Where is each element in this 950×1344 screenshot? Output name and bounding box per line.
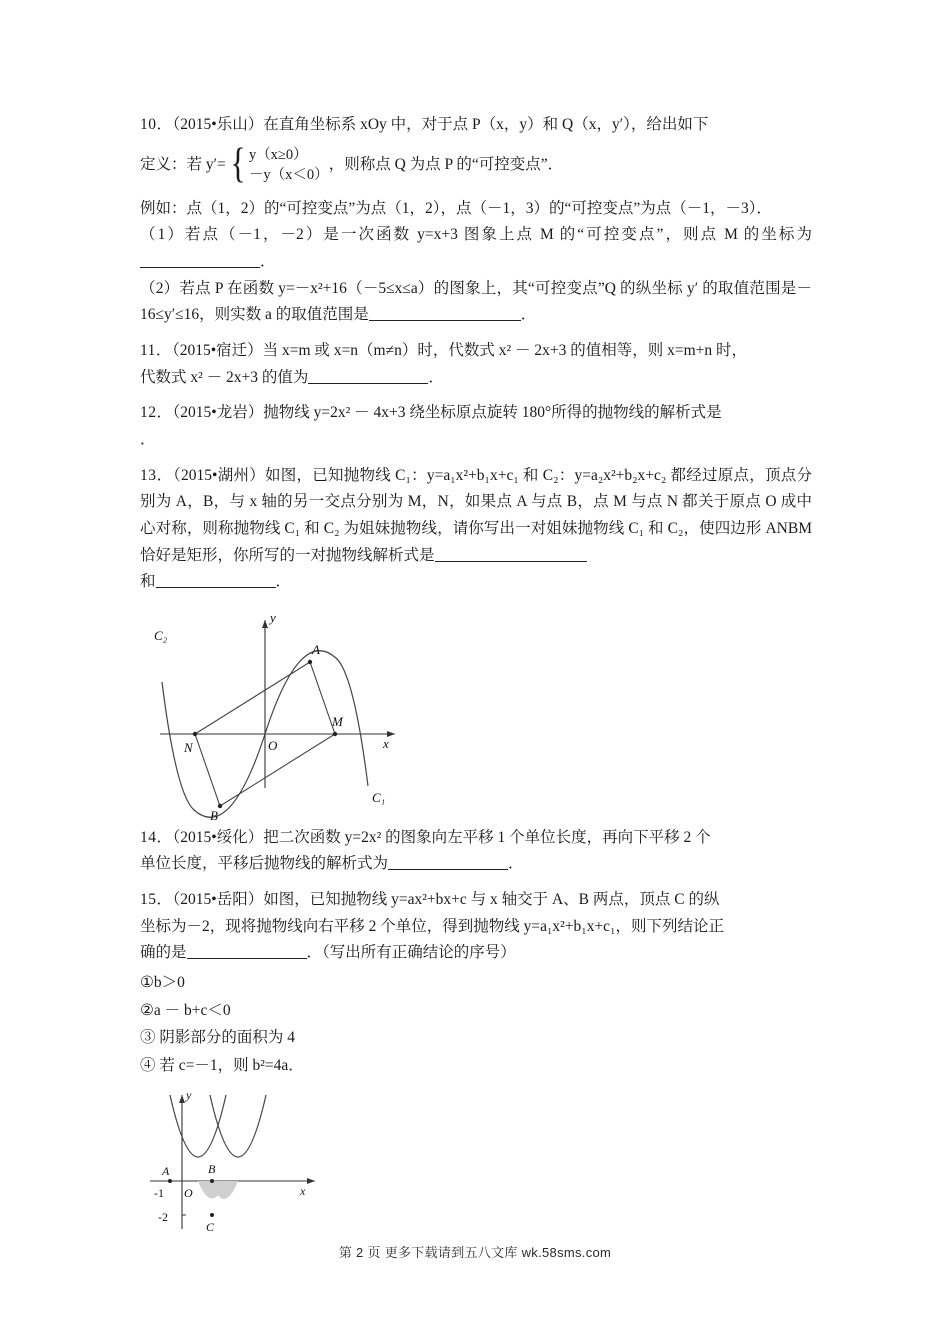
piecewise-cases [249, 145, 329, 186]
label-n: N [184, 740, 193, 755]
question-14-line1 [140, 825, 812, 852]
question-10-sub1-text: （1）若点（－1，－2）是一次函数 y=x+3 图象上点 M 的“可控变点”，则点 M 的坐标为 [140, 226, 812, 244]
page-footer: 第 2 页 更多下载请到五八文库 wk.58sms.com [338, 1245, 612, 1260]
answer-blank-14[interactable] [388, 854, 508, 871]
question-15-text1: 如图，已知抛物线 y=ax²+bx+c 与 x 轴交于 A、B 两点，顶点 C 的纵 [263, 890, 720, 908]
label-m: M [332, 714, 343, 729]
question-15-line3 [140, 940, 812, 967]
point-m [333, 732, 337, 736]
label-o: O [268, 738, 278, 753]
label-minus1: -1 [154, 1186, 164, 1201]
label-x-15: x [300, 1184, 306, 1199]
answer-blank-10-1[interactable] [140, 252, 260, 269]
question-10-text1: 在直角坐标系 xOy 中，对于点 P（x，y）和 Q（x，y′），给出如下 [263, 116, 709, 133]
question-11-text1: 当 x=m 或 x=n（m≠n）时，代数式 x² － 2x+3 的值相等，则 x=m+n 时， [262, 342, 748, 360]
figure-15-svg [140, 1089, 400, 1239]
question-10-number: 10． [140, 116, 173, 133]
question-14-tail: ． [508, 855, 524, 873]
document-content [140, 112, 812, 1258]
label-a: A [312, 642, 320, 657]
label-y-15: y [186, 1088, 192, 1103]
question-10-sub1-tail: ． [260, 253, 276, 271]
question-13-tail: ． [275, 573, 292, 591]
x-axis-arrow-15 [307, 1178, 315, 1184]
question-12-line1 [140, 400, 812, 427]
answer-blank-10-2[interactable] [369, 305, 521, 322]
question-11 [140, 338, 812, 391]
question-13 [140, 463, 812, 823]
question-12-tail: ． [140, 431, 156, 449]
answer-blank-15[interactable] [187, 943, 307, 960]
left-brace-icon: { [230, 141, 246, 188]
label-b-15: B [208, 1162, 216, 1177]
option-2: ②a － b+c＜0 [140, 1001, 231, 1019]
question-13-tail-label: 和 [140, 573, 156, 591]
figure-question-15 [140, 1089, 812, 1249]
option-4: ④ 若 c=－1，则 b²=4a． [140, 1056, 304, 1074]
question-11-line2 [140, 365, 812, 392]
question-15-text3: 确的是 [140, 944, 187, 962]
question-14-source: （2015•绥化） [172, 828, 264, 846]
question-11-line1 [140, 338, 812, 365]
question-14 [140, 825, 812, 878]
label-a-15: A [162, 1164, 170, 1179]
piecewise-case-1: y（x≥0） [248, 146, 308, 163]
point-b [218, 804, 222, 808]
point-a [308, 660, 312, 664]
question-10 [140, 112, 812, 329]
question-10-def-prefix: 定义：若 y′= [140, 155, 226, 173]
answer-blank-13-1[interactable] [435, 545, 587, 562]
question-15-line2: 坐标为－2，现将抛物线向右平移 2 个单位，得到抛物线 y=a₁x²+b₁x+c₁，则下列结论正 [140, 917, 724, 935]
question-14-line2 [140, 851, 812, 878]
figure-13-svg [140, 606, 530, 823]
parabola-c2 [162, 682, 265, 817]
parabola-c1 [265, 651, 368, 786]
option-3: ③ 阴影部分的面积为 4 [140, 1029, 296, 1047]
parabola-shifted [210, 1095, 266, 1157]
point-n [193, 732, 197, 736]
y-axis-arrow [262, 620, 268, 628]
question-15-source: （2015•岳阳） [172, 890, 264, 908]
question-10-def-suffix: ，则称点 Q 为点 P 的“可控变点”． [328, 155, 564, 173]
question-13-tail-line [140, 569, 812, 596]
point-c-15 [210, 1213, 214, 1217]
point-a-15 [168, 1179, 172, 1183]
question-15 [140, 887, 812, 1249]
question-11-text2: 代数式 x² － 2x+3 的值为 [140, 368, 309, 386]
question-10-source: （2015•乐山） [172, 116, 264, 133]
question-14-text1: 把二次函数 y=2x² 的图象向左平移 1 个单位长度，再向下平移 2 个 [263, 828, 711, 846]
question-14-number: 14． [140, 828, 173, 846]
question-15-options [140, 969, 812, 1079]
question-12-text1: 抛物线 y=2x² － 4x+3 绕坐标原点旋转 180°所得的抛物线的解析式是 [263, 404, 722, 422]
piecewise-case-2: －y（x＜0） [248, 167, 329, 184]
question-14-text2: 单位长度，平移后抛物线的解析式为 [140, 855, 389, 873]
question-12-source: （2015•龙岩） [172, 404, 264, 422]
question-10-sub2 [140, 276, 812, 329]
question-13-source: （2015•湖州） [173, 466, 265, 484]
answer-blank-11[interactable] [308, 367, 428, 384]
question-11-source: （2015•宿迁） [171, 342, 263, 360]
piecewise-brace-group [226, 141, 329, 188]
label-b: B [210, 808, 218, 823]
question-12-line2 [140, 427, 812, 454]
question-15-line3-tail: ．（写出所有正确结论的序号） [306, 944, 516, 962]
question-15-number: 15． [140, 890, 173, 908]
question-11-number: 11． [140, 342, 172, 360]
question-13-number: 13． [140, 466, 174, 484]
question-13-text: 如图，已知抛物线 C₁：y=a₁x²+b₁x+c₁ 和 C₂：y=a₂x²+b₂x+c₂ 都经过原点，顶点分别为 A，B，与 x 轴的另一交点分别为 M，N，如果点 A 与点 B，点 M 与点 N 都关于原点 O 成中心对称，则称抛物线 C₁ 和 C₂ 为姐妹抛物线，请你写出一对姐妹抛物线 C₁ 和 C₂，使四边形 ANBM 恰好是矩形，你所写的一对抛物线解析式是 [140, 466, 812, 564]
point-b-15 [210, 1179, 214, 1183]
figure-question-13 [140, 606, 812, 823]
label-c2: C₂ [154, 628, 168, 643]
y-axis-arrow-15 [179, 1095, 185, 1103]
question-10-sub2-tail: ． [520, 306, 537, 324]
label-o-15: O [184, 1186, 193, 1201]
question-13-body [140, 463, 812, 570]
question-12-number: 12． [140, 404, 173, 422]
question-12 [140, 400, 812, 453]
answer-blank-13-2[interactable] [156, 572, 276, 589]
label-c-15: C [206, 1220, 215, 1235]
label-minus2: -2 [158, 1210, 168, 1225]
question-15-line1 [140, 887, 812, 914]
label-y: y [270, 610, 276, 625]
option-1: ①b＞0 [140, 973, 185, 991]
question-10-sub2-text: （2）若点 P 在函数 y=－x²+16（－5≤x≤a）的图象上，其“可控变点”Q 的纵坐标 y′ 的取值范围是－16≤y′≤16，则实数 a 的取值范围是 [140, 279, 812, 324]
question-10-sub1 [140, 222, 812, 275]
label-x: x [383, 736, 389, 751]
question-11-tail: ． [428, 368, 444, 386]
label-c1: C₁ [372, 790, 386, 805]
question-10-definition [140, 141, 812, 188]
question-10-example: 例如：点（1，2）的“可控变点”为点（1，2），点（－1，3）的“可控变点”为点（－1，－3）． [140, 199, 773, 217]
question-10-line1 [140, 112, 812, 139]
